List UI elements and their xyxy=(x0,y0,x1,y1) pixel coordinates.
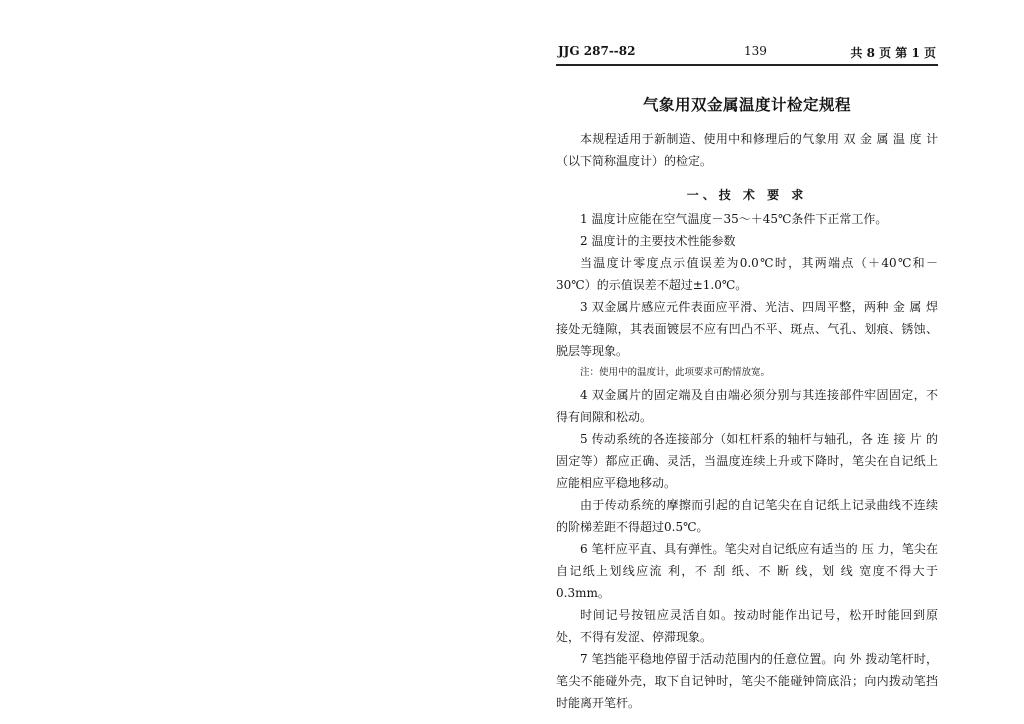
clause-6: 6 笔杆应平直、具有弹性。笔尖对自记纸应有适当的 压 力，笔尖在自记纸上划线应流 利，不 刮 纸、不 断 线，划 线 宽度不得大于0.3mm。 xyxy=(556,542,938,600)
header-rule xyxy=(556,64,938,66)
standard-code: JJG 287--82 xyxy=(558,44,636,58)
clause-1: 1 温度计应能在空气温度－35～＋45℃条件下正常工作。 xyxy=(580,212,888,226)
document-title: 气象用双金属温度计检定规程 xyxy=(642,96,851,114)
clause-7: 7 笔挡能平稳地停留于活动范围内的任意位置。向 外 拨动笔杆时，笔尖不能碰外壳，取下自记钟时，笔尖不能碰钟筒底沿；向内拨动笔挡时能离开笔杆。 xyxy=(556,652,938,710)
clause-6-detail: 时间记号按钮应灵活自如。按动时能作出记号，松开时能回到原处，不得有发涩、停滞现象。 xyxy=(556,608,938,644)
document-body xyxy=(556,128,938,714)
clause-5-detail: 由于传动系统的摩擦而引起的自记笔尖在自记纸上记录曲线不连续的阶梯差距不得超过0.5℃。 xyxy=(556,498,938,534)
clause-3-note: 注：使用中的温度计，此项要求可酌情放宽。 xyxy=(580,367,771,378)
clause-3: 3 双金属片感应元件表面应平滑、光洁、四周平整，两种 金 属 焊接处无缝隙，其表面镀层不应有凹凸不平、斑点、气孔、划痕、锈蚀、脱层等现象。 xyxy=(556,300,938,358)
intro-paragraph: 本规程适用于新制造、使用中和修理后的气象用 双 金 属 温 度 计（以下简称温度计）的检定。 xyxy=(556,132,938,168)
section-heading: 一、技 术 要 求 xyxy=(686,188,808,202)
clause-2-detail: 当温度计零度点示值误差为0.0℃时，其两端点（＋40℃和－30℃）的示值误差不超过±1.0℃。 xyxy=(556,256,938,292)
clause-2: 2 温度计的主要技术性能参数 xyxy=(580,234,736,248)
page-number: 139 xyxy=(744,44,767,58)
page-count: 共 8 页 第 1 页 xyxy=(850,46,936,60)
page-header xyxy=(558,44,936,66)
clause-4: 4 双金属片的固定端及自由端必须分别与其连接部件牢固固定，不得有间隙和松动。 xyxy=(556,388,938,424)
clause-5: 5 传动系统的各连接部分（如杠杆系的轴杆与轴孔，各 连 接 片 的固定等）都应正确、灵活，当温度连续上升或下降时，笔尖在自记纸上应能相应平稳地移动。 xyxy=(556,432,938,490)
